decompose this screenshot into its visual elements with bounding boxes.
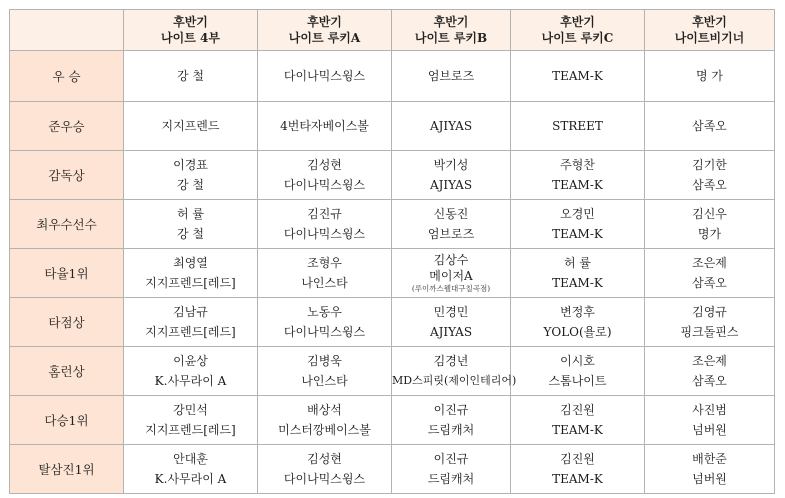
table-cell	[645, 51, 775, 102]
cell-person: 박기성	[433, 158, 469, 172]
cell-team: 지지프렌드[레드]	[145, 325, 236, 339]
cell-team: 강 철	[177, 69, 204, 83]
column-header	[645, 10, 775, 51]
header-row	[10, 10, 775, 51]
cell-team: K.사무라이 A	[154, 472, 227, 486]
table-cell	[258, 102, 392, 151]
column-header-line1: 후반기	[307, 15, 342, 29]
cell-person: 김신우	[692, 207, 727, 221]
row-label: 감독상	[10, 151, 124, 200]
cell-team: 명 가	[696, 69, 723, 83]
cell-person: 이경표	[173, 158, 208, 172]
cell-team: 다이나믹스윙스	[283, 69, 366, 83]
cell-person: 김경년	[433, 354, 469, 368]
table-cell	[645, 102, 775, 151]
table-row	[10, 396, 775, 445]
cell-person: 조형우	[307, 256, 342, 270]
cell-person: 이윤상	[173, 354, 208, 368]
cell-person: 노동우	[307, 305, 342, 319]
table-cell	[511, 347, 645, 396]
column-header-line2: 나이트 4부	[161, 31, 220, 45]
table-cell	[392, 51, 511, 102]
table-row	[10, 249, 775, 298]
table-row	[10, 102, 775, 151]
column-header	[258, 10, 392, 51]
table-cell	[392, 347, 517, 396]
row-label: 우 승	[10, 51, 124, 102]
cell-team: 엄브로즈	[427, 227, 475, 241]
table-cell	[645, 249, 775, 298]
cell-team: K.사무라이 A	[154, 374, 227, 388]
table-cell	[124, 396, 258, 445]
cell-person: 허 률	[564, 256, 591, 270]
cell-team: 넘버원	[692, 423, 727, 437]
row-label: 타율1위	[10, 249, 124, 298]
table-cell	[511, 298, 645, 347]
table-row	[10, 200, 775, 249]
table-row	[10, 51, 775, 102]
row-label: 최우수선수	[10, 200, 124, 249]
cell-person: 배상석	[307, 403, 342, 417]
table-cell	[258, 249, 392, 298]
cell-person: 허 률	[177, 207, 204, 221]
column-header-line2: 나이트 루키B	[414, 31, 488, 45]
cell-person: 이시호	[560, 354, 595, 368]
row-label: 탈삼진1위	[10, 445, 124, 494]
cell-team: 넘버원	[692, 472, 727, 486]
cell-team: TEAM-K	[552, 69, 603, 83]
cell-team: 드림캐처	[427, 423, 475, 437]
table-cell	[392, 200, 511, 249]
cell-team: TEAM-K	[552, 423, 603, 437]
cell-team: 엄브로즈	[427, 69, 475, 83]
cell-team: 나인스타	[301, 374, 348, 388]
table-cell	[645, 200, 775, 249]
table-cell	[124, 200, 258, 249]
cell-team: TEAM-K	[552, 227, 603, 241]
table-cell	[645, 396, 775, 445]
table-cell	[124, 445, 258, 494]
cell-team: TEAM-K	[552, 276, 603, 290]
cell-person: 신동진	[433, 207, 469, 221]
table-cell	[392, 445, 511, 494]
cell-person: 사진범	[692, 403, 727, 417]
cell-team: 지지프렌드[레드]	[145, 423, 236, 437]
cell-team: 다이나믹스윙스	[283, 472, 366, 486]
table-cell	[258, 151, 392, 200]
table-cell	[392, 298, 511, 347]
table-cell	[645, 445, 775, 494]
table-cell	[645, 151, 775, 200]
cell-person: 민경민	[433, 305, 469, 319]
table-cell	[258, 347, 392, 396]
cell-team: 강 철	[177, 178, 204, 192]
cell-team: 미스터깡베이스볼	[278, 423, 371, 437]
cell-person: 김성현	[307, 452, 342, 466]
cell-person: 김상수	[433, 253, 469, 267]
cell-team: AJIYAS	[429, 178, 473, 192]
column-header-line1: 후반기	[433, 15, 469, 29]
table-row	[10, 445, 775, 494]
table-cell	[511, 151, 645, 200]
cell-team: TEAM-K	[552, 472, 603, 486]
cell-team: YOLO(욜로)	[543, 325, 612, 339]
awards-table	[9, 9, 775, 494]
cell-person: 김병욱	[307, 354, 342, 368]
table-cell	[392, 151, 511, 200]
table-cell	[392, 249, 511, 298]
cell-team: 핑크돌핀스	[680, 325, 739, 339]
cell-team: AJIYAS	[429, 325, 473, 339]
column-header	[511, 10, 645, 51]
table-cell	[511, 249, 645, 298]
table-cell	[124, 151, 258, 200]
corner-cell	[10, 10, 124, 51]
cell-team: 삼족오	[692, 276, 727, 290]
cell-team: 지지프렌드	[161, 119, 220, 133]
table-row	[10, 347, 775, 396]
column-header	[392, 10, 511, 51]
table-cell	[511, 200, 645, 249]
cell-person: 김성현	[307, 158, 342, 172]
cell-team: 다이나믹스윙스	[283, 227, 366, 241]
cell-team: 다이나믹스윙스	[283, 325, 366, 339]
cell-person: 변정후	[560, 305, 595, 319]
table-cell	[124, 51, 258, 102]
awards-table-wrapper	[9, 9, 775, 494]
cell-person: 김진원	[560, 452, 595, 466]
table-cell	[511, 445, 645, 494]
cell-team: TEAM-K	[552, 178, 603, 192]
cell-team: 스톰나이트	[548, 374, 607, 388]
table-cell	[392, 396, 511, 445]
table-cell	[124, 298, 258, 347]
row-label: 준우승	[10, 102, 124, 151]
table-cell	[258, 396, 392, 445]
cell-person: 김남규	[173, 305, 208, 319]
cell-person: 이진규	[433, 452, 469, 466]
cell-team: MD스피릿(제이인테리어)	[392, 374, 517, 387]
column-header-line1: 후반기	[173, 15, 208, 29]
column-header-line1: 후반기	[560, 15, 595, 29]
table-cell	[511, 51, 645, 102]
cell-team: 메이저A	[429, 269, 473, 283]
table-cell	[645, 298, 775, 347]
cell-team: 강 철	[177, 227, 204, 241]
cell-person: 오경민	[560, 207, 595, 221]
cell-team: 삼족오	[692, 178, 727, 192]
cell-person: 안대훈	[173, 452, 208, 466]
column-header-line2: 나이트 루키C	[541, 31, 614, 45]
cell-team: 지지프렌드[레드]	[145, 276, 236, 290]
cell-team: 명가	[697, 227, 722, 241]
cell-person: 김진규	[307, 207, 342, 221]
table-cell	[124, 102, 258, 151]
table-cell	[124, 347, 258, 396]
cell-team: AJIYAS	[429, 119, 473, 133]
table-cell	[645, 347, 775, 396]
cell-person: 배한준	[692, 452, 727, 466]
cell-note: (루이까스웰대구칠곡점)	[411, 284, 491, 293]
row-label: 다승1위	[10, 396, 124, 445]
column-header-line2: 나이트 루키A	[288, 31, 361, 45]
cell-person: 조은제	[692, 256, 727, 270]
cell-person: 강민석	[173, 403, 208, 417]
cell-team: 4번타자베이스볼	[280, 119, 369, 133]
table-row	[10, 298, 775, 347]
table-cell	[511, 102, 645, 151]
cell-team: 나인스타	[301, 276, 348, 290]
table-cell	[511, 396, 645, 445]
table-cell	[258, 445, 392, 494]
cell-team: 드림캐처	[427, 472, 475, 486]
row-label: 타점상	[10, 298, 124, 347]
column-header	[124, 10, 258, 51]
column-header-line2: 나이트비기너	[674, 31, 745, 45]
cell-person: 김기한	[692, 158, 727, 172]
table-cell	[258, 200, 392, 249]
row-label: 홈런상	[10, 347, 124, 396]
cell-team: 삼족오	[692, 119, 727, 133]
cell-person: 주형찬	[560, 158, 595, 172]
table-cell	[258, 51, 392, 102]
cell-person: 김진원	[560, 403, 595, 417]
cell-person: 김영규	[692, 305, 727, 319]
table-cell	[124, 249, 258, 298]
cell-person: 최영열	[173, 256, 208, 270]
table-cell	[392, 102, 511, 151]
cell-person: 조은제	[692, 354, 727, 368]
column-header-line1: 후반기	[692, 15, 727, 29]
cell-team: 삼족오	[692, 374, 727, 388]
table-cell	[258, 298, 392, 347]
cell-team: 다이나믹스윙스	[283, 178, 366, 192]
cell-person: 이진규	[433, 403, 469, 417]
table-row	[10, 151, 775, 200]
cell-team: STREET	[552, 119, 603, 133]
